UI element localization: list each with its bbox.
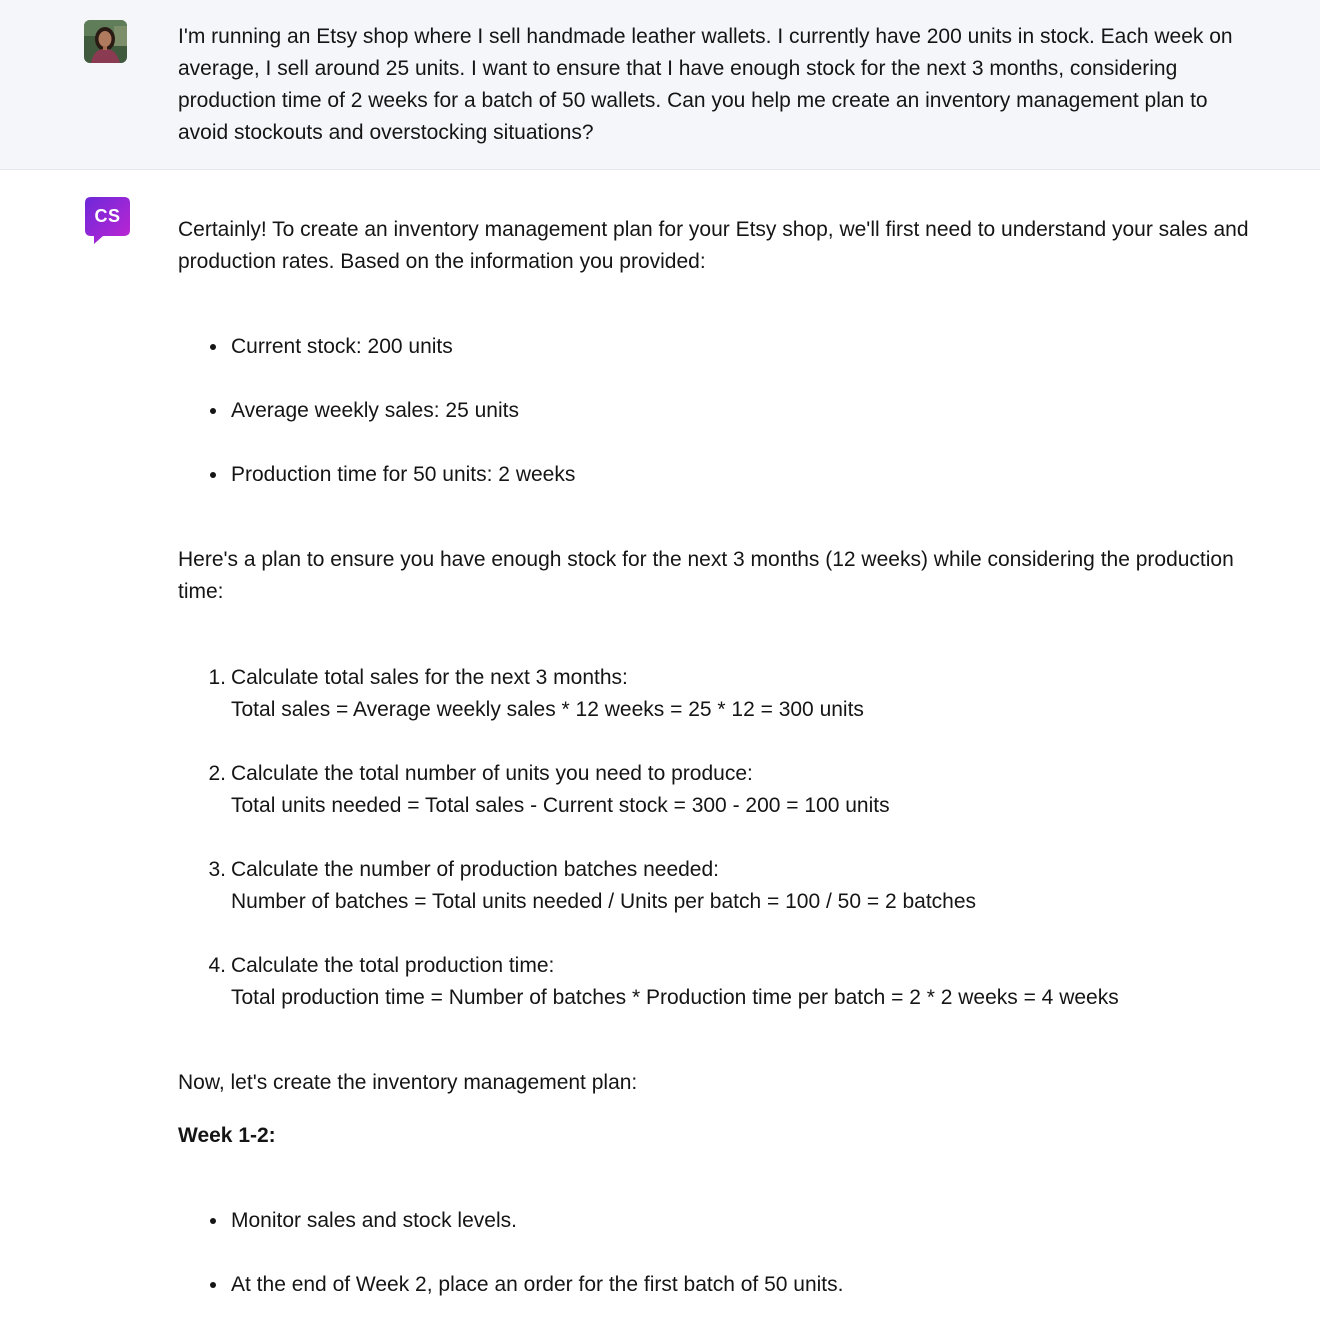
bullet-icon <box>210 472 216 478</box>
step-title: Calculate the number of production batches needed: <box>231 858 719 881</box>
week-item: At the end of Week 2, place an order for the first batch of 50 units. <box>231 1273 844 1296</box>
step-title: Calculate the total number of units you need to produce: <box>231 762 753 785</box>
user-avatar-photo-icon <box>84 20 127 63</box>
step-title: Calculate the total production time: <box>231 954 555 977</box>
bullet-icon <box>210 408 216 414</box>
assistant-avatar-label: CS <box>94 206 121 226</box>
week-heading: Week 1-2: <box>178 1124 276 1147</box>
step-title: Calculate total sales for the next 3 months: <box>231 666 628 689</box>
step-number: 3. <box>208 858 226 881</box>
user-message <box>0 0 1320 170</box>
step-number: 2. <box>208 762 226 785</box>
step-number: 1. <box>208 666 226 689</box>
fact-item: Average weekly sales: 25 units <box>231 399 519 422</box>
step-formula: Number of batches = Total units needed / Units per batch = 100 / 50 = 2 batches <box>231 890 977 913</box>
user-avatar <box>84 20 127 63</box>
assistant-avatar <box>85 197 130 244</box>
week-item: Monitor sales and stock levels. <box>231 1209 517 1232</box>
fact-item: Production time for 50 units: 2 weeks <box>231 463 576 486</box>
assistant-intro: Certainly! To create an inventory management plan for your Etsy shop, we'll first need to understand your sales and production rates. Based on the information you provided: <box>178 218 1249 273</box>
bullet-icon <box>210 1282 216 1288</box>
user-message-text: I'm running an Etsy shop where I sell handmade leather wallets. I currently have 200 units in stock. Each week on average, I sell around 25 units. I want to ensure that I have enough stock for the next 3 months, considering production time of 2 weeks for a batch of 50 wallets. Can you help me create an inventory management plan to avoid stockouts and overstocking situations? <box>178 25 1233 144</box>
step-formula: Total units needed = Total sales - Current stock = 300 - 200 = 100 units <box>231 794 890 817</box>
bullet-icon <box>210 1218 216 1224</box>
plan-heading: Now, let's create the inventory management plan: <box>178 1071 638 1094</box>
fact-item: Current stock: 200 units <box>231 335 453 358</box>
step-formula: Total production time = Number of batches * Production time per batch = 2 * 2 weeks = 4 weeks <box>231 986 1119 1009</box>
bullet-icon <box>210 344 216 350</box>
step-number: 4. <box>208 954 226 977</box>
plan-intro: Here's a plan to ensure you have enough stock for the next 3 months (12 weeks) while considering the production time: <box>178 548 1234 603</box>
step-formula: Total sales = Average weekly sales * 12 weeks = 25 * 12 = 300 units <box>231 698 864 721</box>
